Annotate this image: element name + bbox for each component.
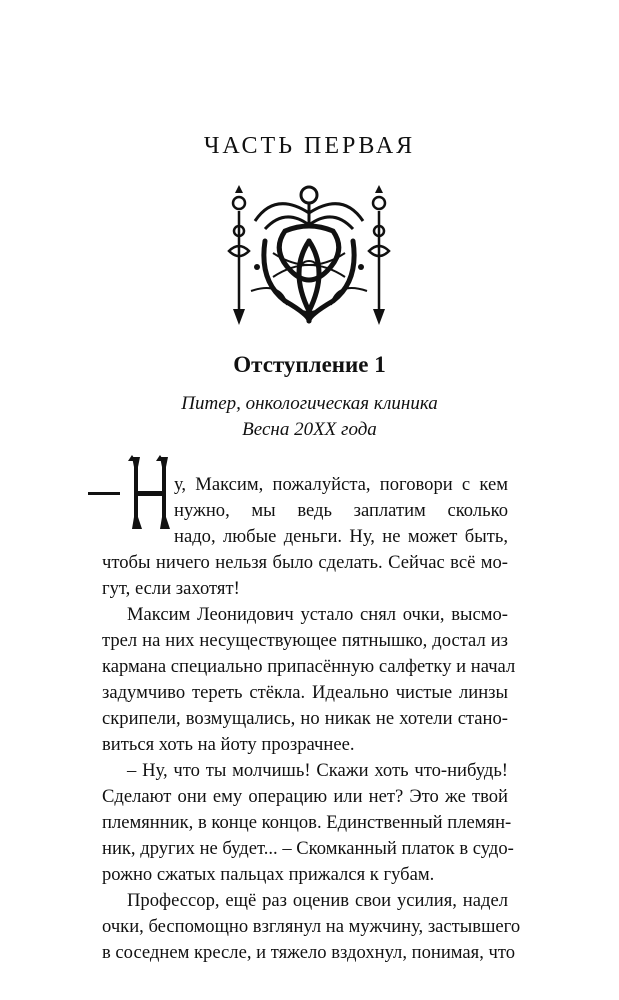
body-line: Максим Леонидович устало снял очки, высмо- [127,604,508,625]
body-line: трел на них несуществующее пятнышко, достал из [102,630,508,651]
body-line: ник, других не будет... – Скомканный платок в судо- [102,838,514,859]
chapter-title: Отступление 1 [233,352,386,377]
body-line: гут, если захотят! [102,578,240,599]
chapter-subtitle-place: Питер, онкологическая клиника [181,393,438,414]
body-line: чтобы ничего нельзя было сделать. Сейчас всё мо- [102,552,508,573]
drop-cap [88,455,184,531]
body-line: Сделают они ему операцию или нет? Это же твой [102,786,508,807]
body-line: племянник, в конце концов. Единственный племян- [102,812,512,833]
part-title: ЧАСТЬ ПЕРВАЯ [203,133,416,159]
body-line: скрипели, возмущались, но никак не хотели стано- [102,708,508,729]
body-line: виться хоть на йоту прозрачнее. [102,734,355,755]
drop-cap-dash [88,492,120,495]
body-line: в соседнем кресле, и тяжело вздохнул, понимая, что [102,942,516,963]
celtic-knot-ornament-icon [225,181,393,329]
body-line: – Ну, что ты молчишь! Скажи хоть что-нибудь! [127,760,508,781]
body-line: у, Максим, пожалуйста, поговори с кем [174,474,508,495]
body-line: Профессор, ещё раз оценив свои усилия, надел [127,890,508,911]
chapter-subtitle-date: Весна 20XX года [242,419,377,440]
body-line: нужно, мы ведь заплатим сколько [174,500,508,521]
body-line: очки, беспомощно взглянул на мужчину, застывшего [102,916,521,937]
body-line: задумчиво тереть стёкла. Идеально чистые линзы [102,682,508,703]
drop-cap-letter [128,455,170,529]
body-line: кармана специально припасённую салфетку и начал [102,656,516,677]
body-line: надо, любые деньги. Ну, не может быть, [174,526,508,547]
body-line: рожно сжатых пальцах прижался к губам. [102,864,435,885]
